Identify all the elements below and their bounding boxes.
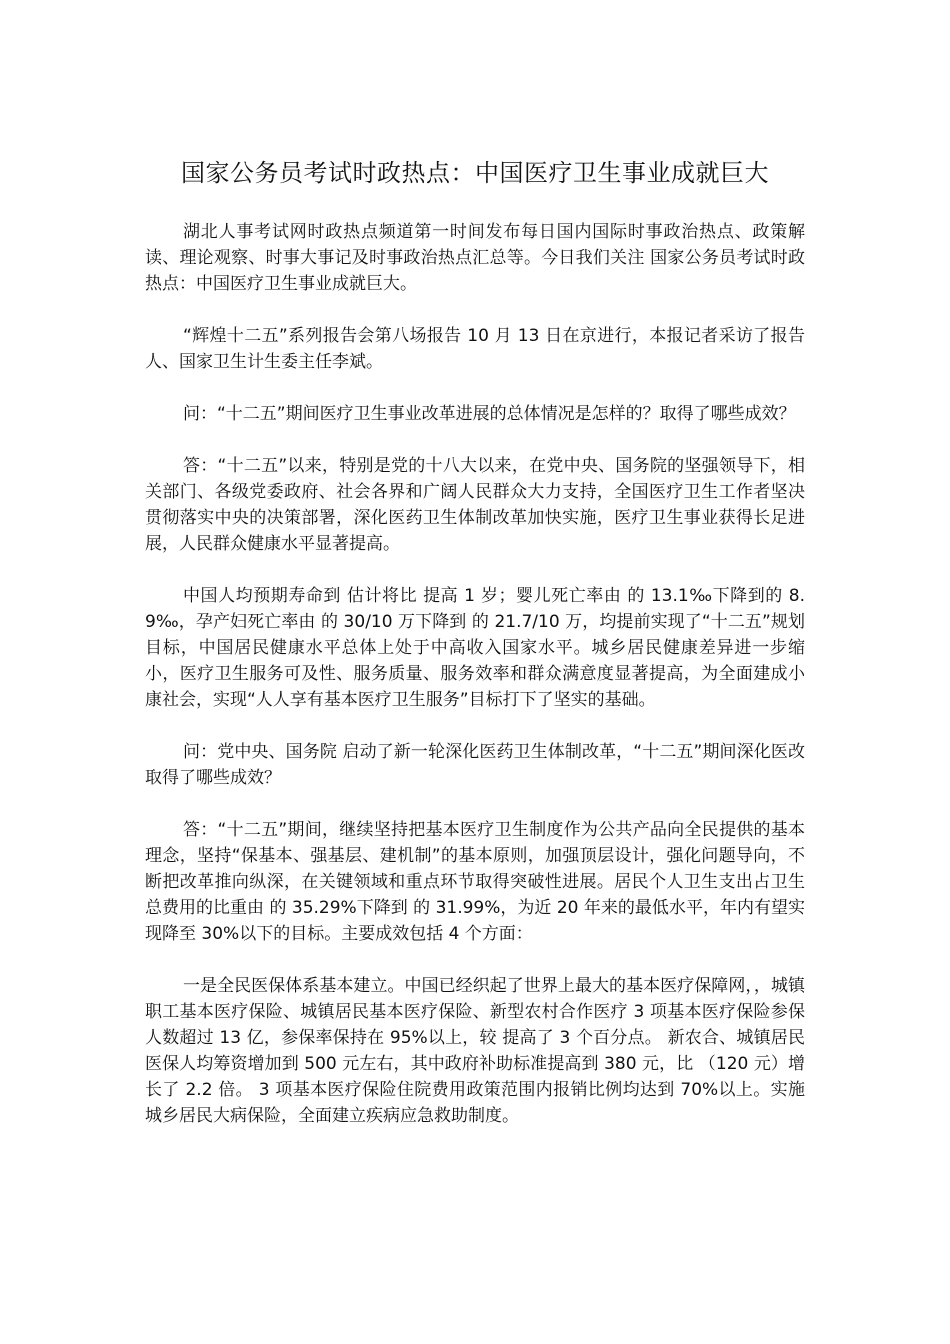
paragraph-answer-2: 答：“十二五”期间，继续坚持把基本医疗卫生制度作为公共产品向全民提供的基本理念，坚持“保基本、强基层、建机制”的基本原则，加强顶层设计，强化问题导向，不断把改革推向纵深，在关键领域和重点环节取得突破性进展。居民个人卫生支出占卫生总费用的比重由 的 35.29%下降到 的 31.99%，为近 20 年来的最低水平，年内有望实现降至 30%以下的目标。主要成效包括 4 个方面：: [145, 820, 805, 944]
paragraph-question-1: 问：“十二五”期间医疗卫生事业改革进展的总体情况是怎样的？取得了哪些成效？: [183, 404, 796, 424]
paragraph-insurance-system: 一是全民医保体系基本建立。中国已经织起了世界上最大的基本医疗保障网，，城镇职工基本医疗保险、城镇居民基本医疗保险、新型农村合作医疗 3 项基本医疗保险参保人数超过 13 亿，参保率保持在 95%以上，较 提高了 3 个百分点。 新农合、城镇居民医保人均筹资增加到 500 元左右，其中政府补助标准提高到 380 元，比 （120 元）增长了 2.2 倍。 3 项基本医疗保险住院费用政策范围内报销比例均达到 70%以上。实施城乡居民大病保险，全面建立疾病应急救助制度。: [145, 976, 805, 1126]
paragraph-answer-1: 答：“十二五”以来，特别是党的十八大以来，在党中央、国务院的坚强领导下，相关部门、各级党委政府、社会各界和广阔人民群众大力支持，全国医疗卫生工作者坚决贯彻落实中央的决策部署，深化医药卫生体制改革加快实施，医疗卫生事业获得长足进展，人民群众健康水平显著提高。: [145, 456, 805, 554]
paragraph-intro: 湖北人事考试网时政热点频道第一时间发布每日国内国际时事政治热点、政策解读、理论观察、时事大事记及时事政治热点汇总等。今日我们关注 国家公务员考试时政热点：中国医疗卫生事业成就巨大。: [145, 222, 805, 294]
paragraph-report-meeting: “辉煌十二五”系列报告会第八场报告 10 月 13 日在京进行，本报记者采访了报告人、国家卫生计生委主任李斌。: [145, 326, 805, 372]
document-body: [145, 219, 805, 1155]
paragraph-health-indicators: 中国人均预期寿命到 估计将比 提高 1 岁；婴儿死亡率由 的 13.1‰下降到的 8.9‰，孕产妇死亡率由 的 30/10 万下降到 的 21.7/10 万，均提前实现了“十二五”规划目标，中国居民健康水平总体上处于中高收入国家水平。城乡居民健康差异进一步缩小，医疗卫生服务可及性、服务质量、服务效率和群众满意度显著提高，为全面建成小康社会，实现“人人享有基本医疗卫生服务”目标打下了坚实的基础。: [145, 586, 805, 710]
document-title: 国家公务员考试时政热点：中国医疗卫生事业成就巨大: [181, 159, 769, 187]
paragraph-question-2: 问：党中央、国务院 启动了新一轮深化医药卫生体制改革，“十二五”期间深化医改取得了哪些成效？: [145, 742, 805, 788]
